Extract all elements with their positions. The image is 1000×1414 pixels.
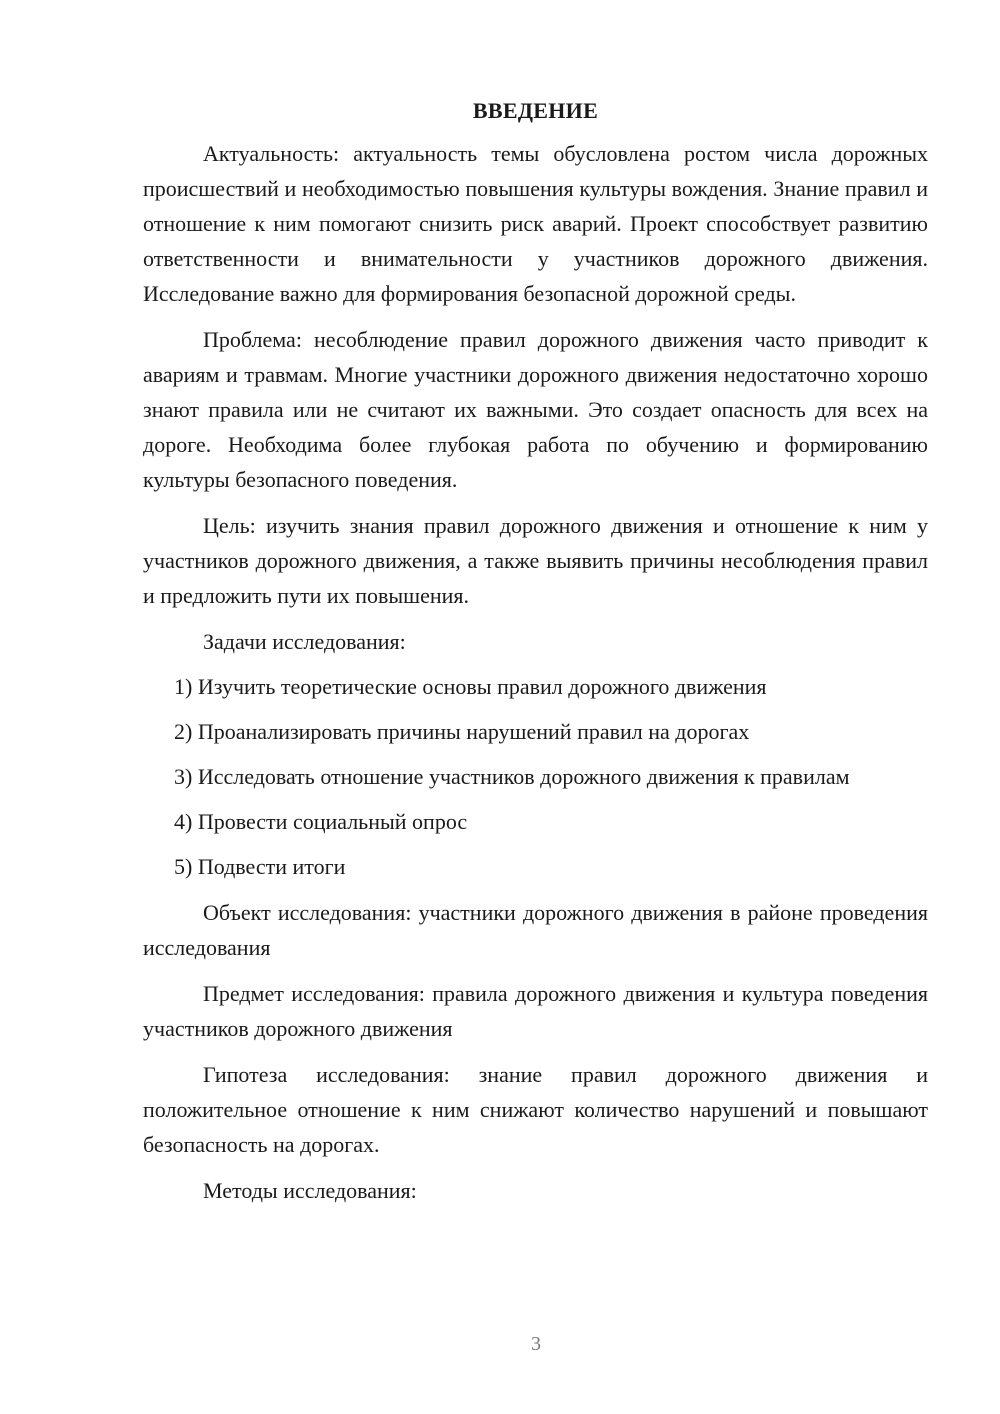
object-paragraph: Объект исследования: участники дорожного движения в районе проведения исследования xyxy=(143,900,928,960)
goal-paragraph: Цель: изучить знания правил дорожного движения и отношение к ним у участников дорожного движения, а также выявить причины несоблюдения правил и предложить пути их повышения. xyxy=(143,513,928,608)
relevance-paragraph: Актуальность: актуальность темы обусловлена ростом числа дорожных происшествий и необходимостью повышения культуры вождения. Знание правил и отношение к ним помогают снизить риск аварий. Проект способствует развитию ответственности и внимательности у участников дорожного движения. Исследование важно для формирования безопасной дорожной среды. xyxy=(143,141,928,306)
subject-paragraph: Предмет исследования: правила дорожного движения и культура поведения участников дорожного движения xyxy=(143,981,928,1041)
task-item: 3) Исследовать отношение участников дорожного движения к правилам xyxy=(174,764,850,789)
task-item: 5) Подвести итоги xyxy=(174,854,346,879)
section-heading: ВВЕДЕНИЕ xyxy=(472,98,599,123)
page-number: 3 xyxy=(531,1333,541,1355)
hypothesis-paragraph: Гипотеза исследования: знание правил дорожного движения и положительное отношение к ним снижают количество нарушений и повышают безопасность на дорогах. xyxy=(143,1062,928,1157)
task-item: 1) Изучить теоретические основы правил дорожного движения xyxy=(174,674,767,699)
task-item: 2) Проанализировать причины нарушений правил на дорогах xyxy=(174,719,750,744)
tasks-title: Задачи исследования: xyxy=(203,629,406,654)
problem-paragraph: Проблема: несоблюдение правил дорожного движения часто приводит к авариям и травмам. Многие участники дорожного движения недостаточно хорошо знают правила или не считают их важными. Это создает опасность для всех на дороге. Необходима более глубокая работа по обучению и формированию культуры безопасного поведения. xyxy=(143,327,928,492)
document-page xyxy=(143,96,928,1208)
methods-title: Методы исследования: xyxy=(203,1178,417,1203)
task-item: 4) Провести социальный опрос xyxy=(174,809,468,834)
